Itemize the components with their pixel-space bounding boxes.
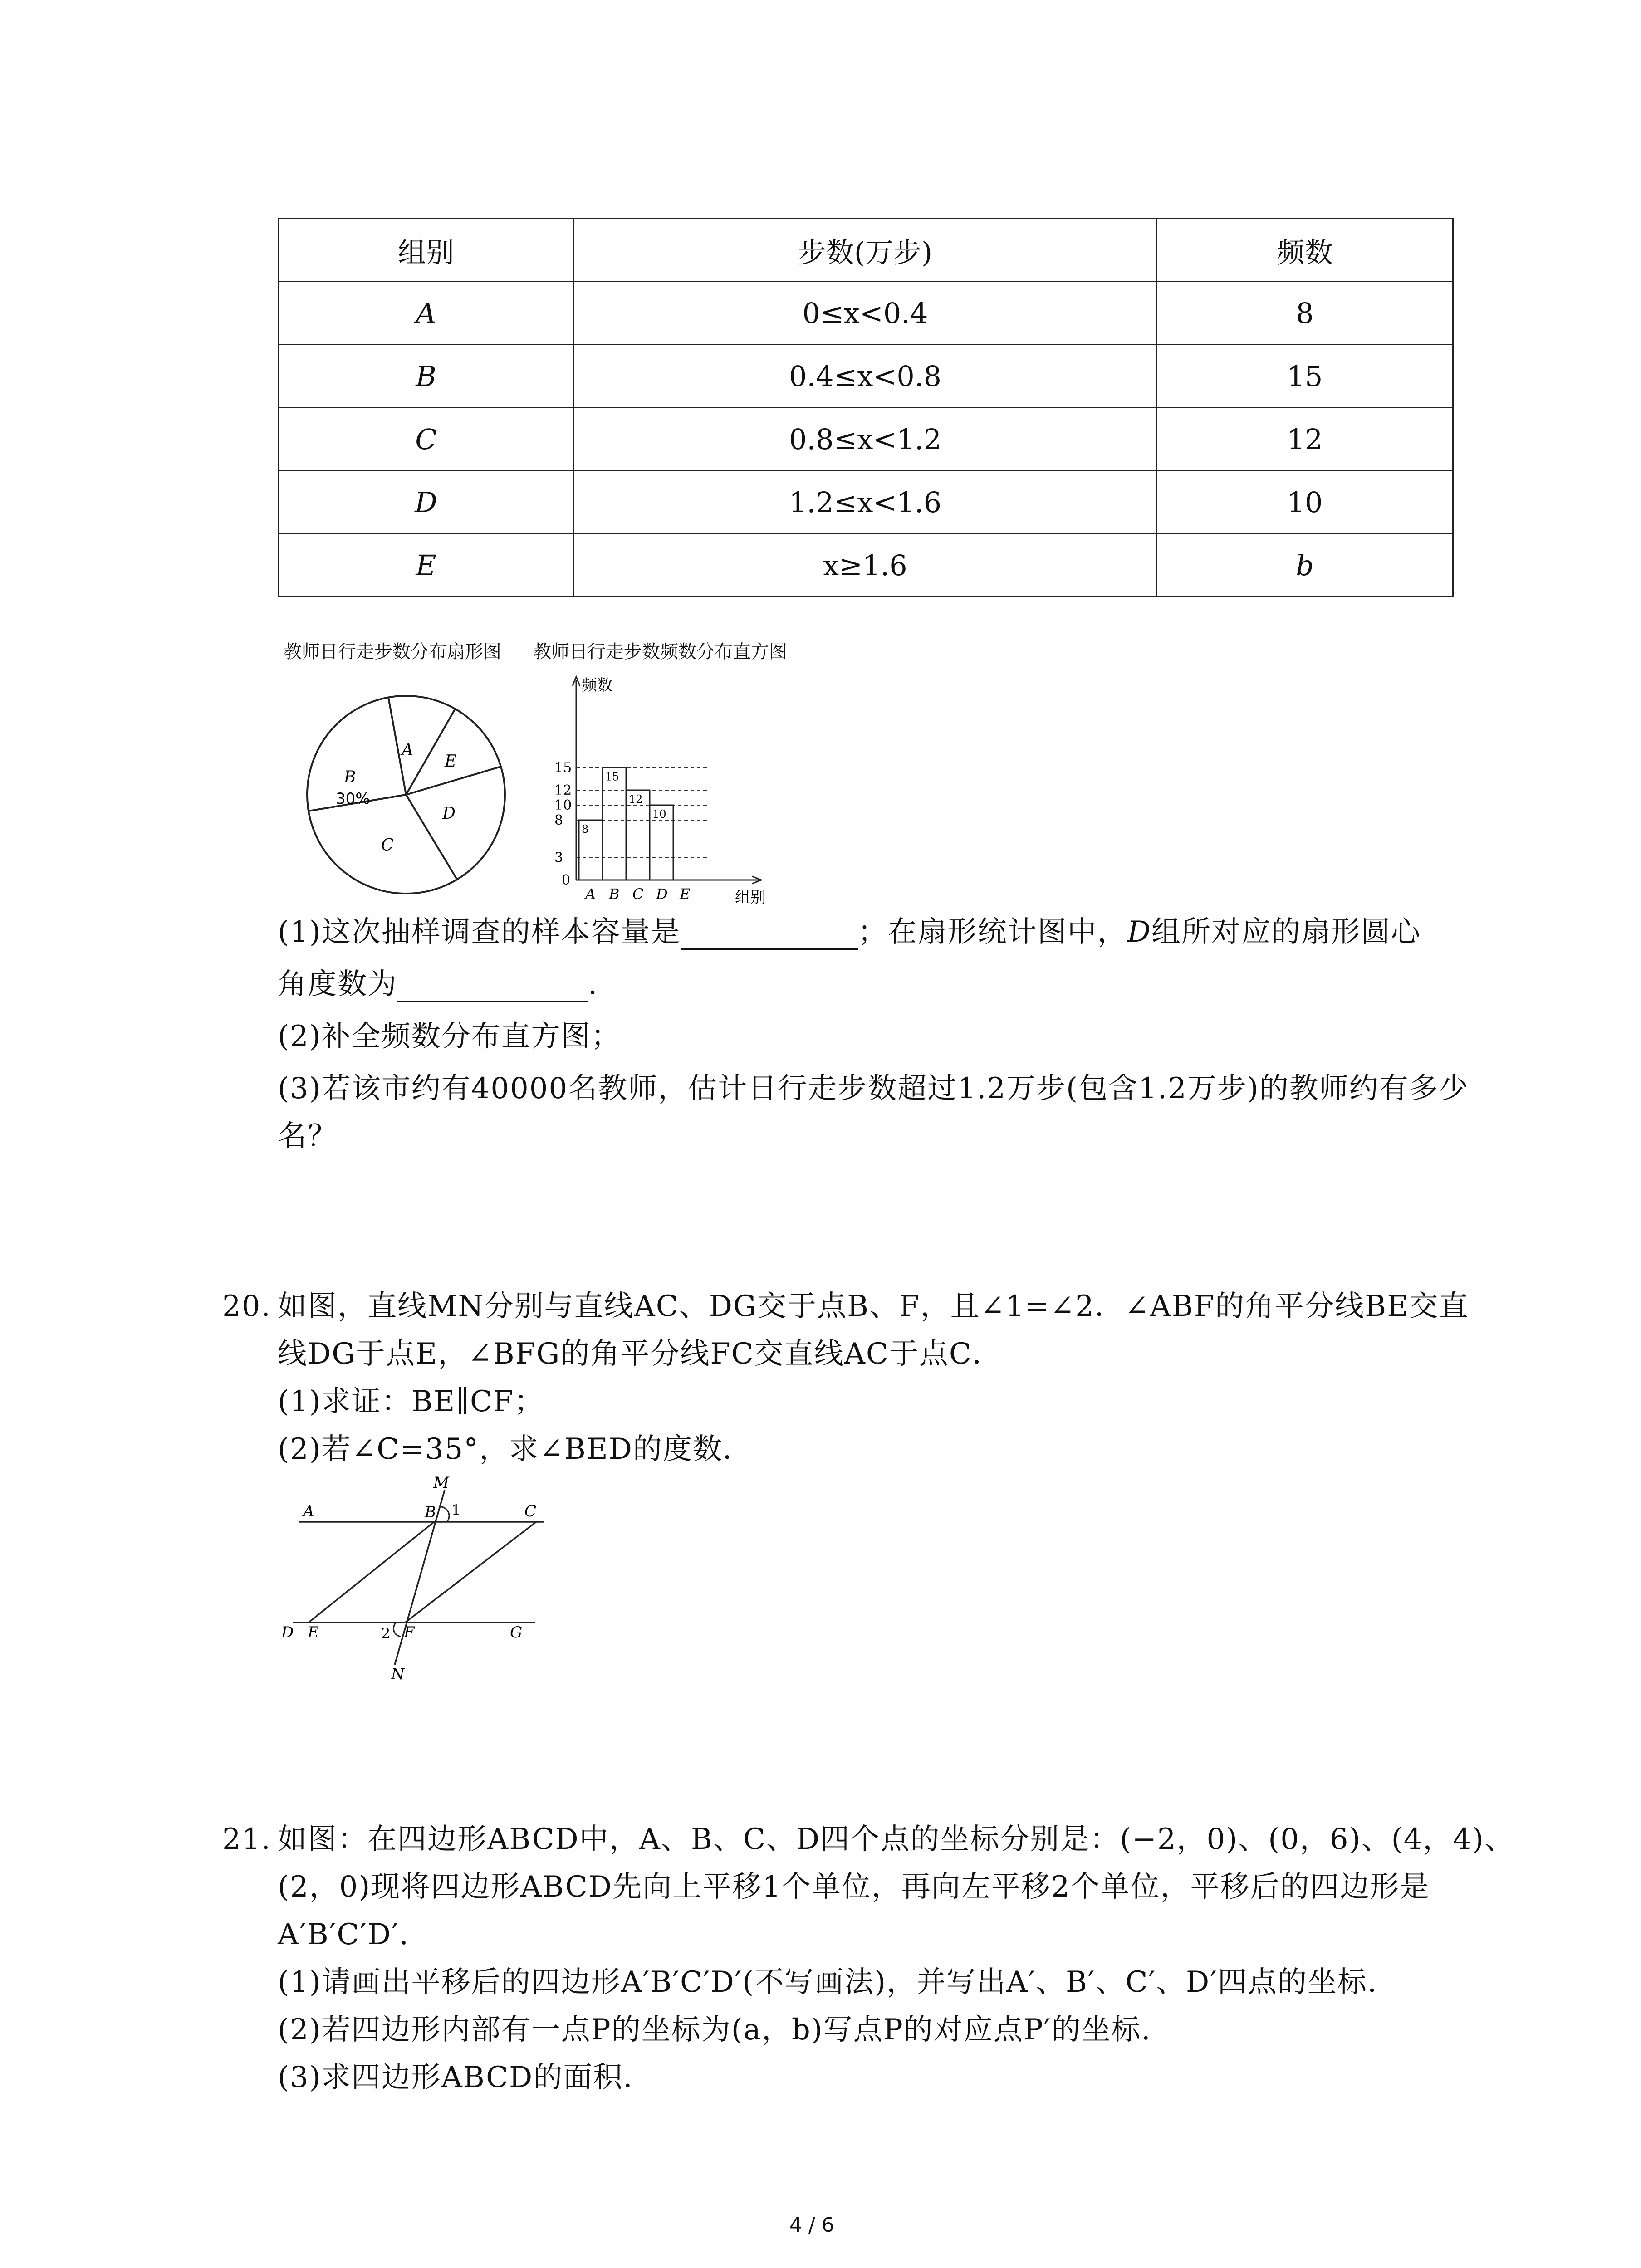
table-cell: 0≤x<0.4 — [574, 282, 1157, 345]
table-cell: B — [279, 345, 574, 408]
q19-text: D — [1127, 915, 1151, 949]
table-cell: 0.8≤x<1.2 — [574, 408, 1157, 471]
label-e: E — [308, 1623, 319, 1642]
q19-text: ；在扇形统计图中， — [857, 915, 1127, 949]
label-b: B — [425, 1503, 436, 1521]
pie-label-c: C — [381, 836, 394, 855]
table-cell: 8 — [1157, 282, 1453, 345]
pie-label-a: A — [402, 741, 413, 759]
table-row — [279, 408, 1453, 471]
table-cell: 0.4≤x<0.8 — [574, 345, 1157, 408]
table-row — [279, 534, 1453, 597]
table-row — [279, 345, 1453, 408]
line-mn — [395, 1490, 445, 1665]
table-cell: x≥1.6 — [574, 534, 1157, 597]
y-tick-label: 12 — [554, 782, 572, 798]
q19-part3-line1: (3)若该市约有40000名教师，估计日行走步数超过1.2万步(包含1.2万步)的教师约有多少 — [278, 1072, 1469, 1105]
pie-label-b: B — [344, 768, 356, 787]
label-d: D — [281, 1623, 294, 1642]
q21-line5: (2)若四边形内部有一点P的坐标为(a，b)写点P的对应点P′的坐标. — [278, 2013, 1151, 2047]
x-tick-label: A — [585, 885, 596, 903]
q19-text: 组所对应的扇形圆心 — [1151, 915, 1421, 949]
table-row — [279, 471, 1453, 534]
q21-line2: (2，0)现将四边形ABCD先向上平移1个单位，再向左平移2个单位，平移后的四边形是 — [278, 1870, 1430, 1904]
q19-part2: (2)补全频数分布直方图； — [278, 1020, 621, 1053]
label-f: F — [404, 1623, 415, 1642]
table-cell: 10 — [1157, 471, 1453, 534]
q21-line6: (3)求四边形ABCD的面积. — [278, 2061, 633, 2094]
q19-text: . — [588, 968, 598, 1001]
label-c: C — [524, 1502, 537, 1520]
histogram-title: 教师日行走步数频数分布直方图 — [533, 641, 787, 662]
pie-chart — [290, 680, 526, 907]
histogram — [531, 667, 803, 912]
y-tick-label: 8 — [554, 812, 563, 828]
y-tick-label: 10 — [554, 797, 572, 813]
x-tick-label: C — [632, 885, 644, 903]
bar-value-label: 10 — [652, 808, 666, 821]
q20-geometry-figure — [272, 1470, 563, 1687]
label-n: N — [391, 1665, 405, 1683]
bar-value-label: 15 — [605, 770, 619, 783]
table-header: 频数 — [1157, 219, 1453, 282]
y-axis-label: 频数 — [582, 676, 612, 694]
label-g: G — [510, 1623, 523, 1642]
bar-value-label: 12 — [629, 793, 643, 806]
q20-line4: (2)若∠C=35°，求∠BED的度数． — [278, 1432, 753, 1466]
answer-blank-sample-size[interactable] — [681, 920, 858, 950]
answer-blank-angle[interactable] — [397, 973, 588, 1002]
q21-line4: (1)请画出平移后的四边形A′B′C′D′(不写画法)，并写出A′、B′、C′、D′四点的坐标. — [278, 1965, 1378, 1999]
table-cell: 1.2≤x<1.6 — [574, 471, 1157, 534]
q20-line1: 如图，直线MN分别与直线AC、DG交于点B、F，且∠1=∠2．∠ABF的角平分线BE交直 — [278, 1290, 1469, 1323]
table-row — [279, 282, 1453, 345]
table-cell: 15 — [1157, 345, 1453, 408]
bar-value-label: 8 — [582, 823, 589, 836]
y-tick-label: 3 — [554, 850, 563, 866]
page-number: 4 / 6 — [789, 2214, 834, 2237]
table-cell: 12 — [1157, 408, 1453, 471]
q20-line2: 线DG于点E，∠BFG的角平分线FC交直线AC于点C． — [278, 1337, 1002, 1371]
q21-line3: A′B′C′D′. — [278, 1918, 409, 1951]
table-cell: C — [279, 408, 574, 471]
x-tick-label: E — [680, 885, 691, 903]
table-cell: D — [279, 471, 574, 534]
line-be — [309, 1522, 434, 1623]
pie-label-e: E — [445, 752, 457, 771]
origin-label: 0 — [562, 872, 571, 888]
x-axis-label: 组别 — [735, 889, 766, 907]
q19-part3-line2: 名？ — [278, 1119, 338, 1153]
table-header: 步数(万步) — [574, 219, 1157, 282]
q20-number: 20. — [222, 1290, 271, 1323]
q19-part1-line2 — [278, 966, 598, 1002]
label-2: 2 — [381, 1625, 391, 1642]
y-tick-label: 15 — [554, 760, 572, 776]
line-fc — [405, 1522, 536, 1623]
x-tick-label: B — [609, 885, 620, 903]
table-header: 组别 — [279, 219, 574, 282]
q19-text: 角度数为 — [278, 968, 397, 1001]
q21-number: 21. — [222, 1823, 271, 1856]
pie-chart-title: 教师日行走步数分布扇形图 — [284, 641, 501, 662]
x-tick-label: D — [656, 885, 668, 903]
table-cell: b — [1157, 534, 1453, 597]
label-a: A — [303, 1502, 314, 1520]
q19-part1-line1 — [278, 914, 1421, 950]
label-m: M — [433, 1474, 449, 1492]
angle-2-arc — [393, 1623, 401, 1637]
q20-line3: (1)求证：BE∥CF； — [278, 1385, 544, 1418]
q21-line1: 如图：在四边形ABCD中，A、B、C、D四个点的坐标分别是：(−2，0)、(0，6)、(4，4)、 — [278, 1823, 1514, 1856]
label-1: 1 — [451, 1501, 461, 1519]
pie-label-percent: 30% — [336, 790, 370, 808]
frequency-table — [278, 218, 1454, 597]
bar — [603, 768, 626, 880]
angle-1-arc — [439, 1507, 449, 1522]
pie-label-d: D — [442, 804, 456, 823]
table-cell: A — [279, 282, 574, 345]
table-header-row — [279, 219, 1453, 282]
q19-text: (1)这次抽样调查的样本容量是 — [278, 915, 681, 949]
table-cell: E — [279, 534, 574, 597]
